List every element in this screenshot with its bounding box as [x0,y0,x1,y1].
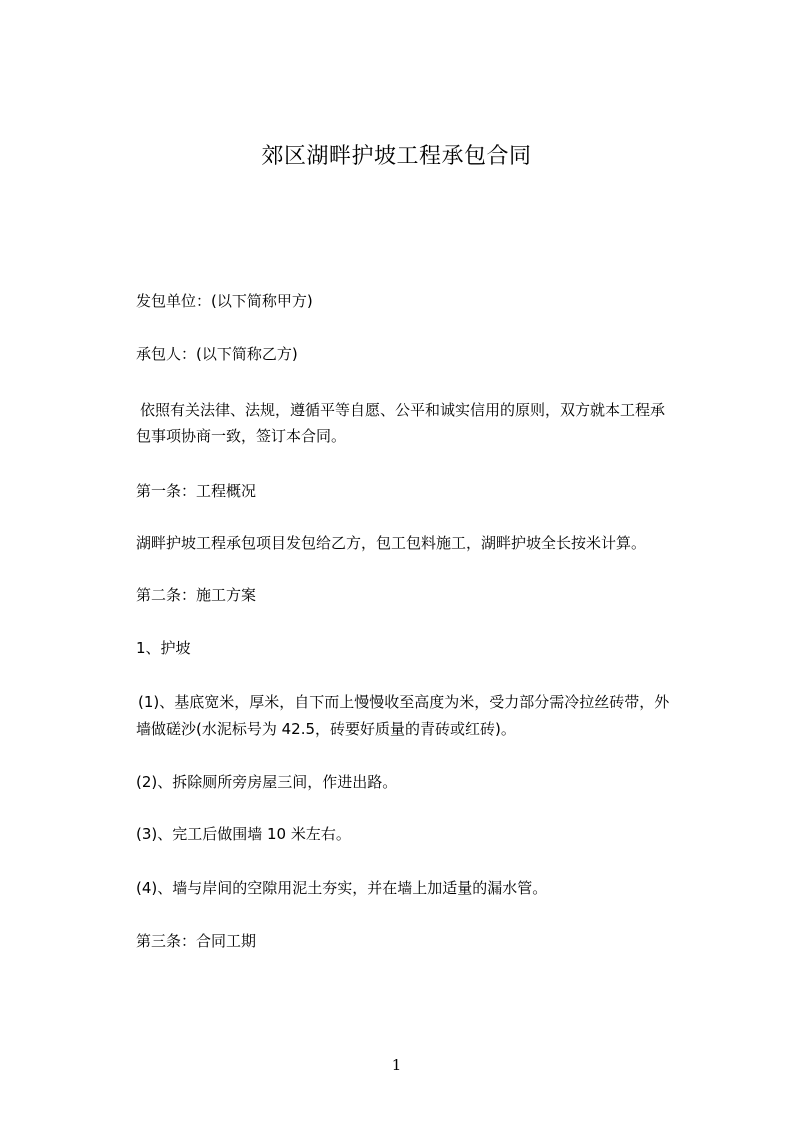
party-b-line: 承包人：(以下简称乙方) [136,345,298,363]
article-2-heading: 第二条：施工方案 [136,586,257,604]
document-title: 郊区湖畔护坡工程承包合同 [261,144,532,169]
page-number: 1 [391,1056,402,1074]
sub-item-4: (4)、墙与岸间的空隙用泥土夯实，并在墙上加适量的漏水管。 [136,879,548,897]
sub-item-3: (3)、完工后做围墙 10 米左右。 [136,825,351,843]
sub-item-1-line-1: (1)、基底宽米，厚米，自下而上慢慢收至高度为米，受力部分需冷拉丝砖带，外 [138,693,670,711]
sub-item-2: (2)、拆除厕所旁房屋三间，作进出路。 [136,773,398,791]
article-3-heading: 第三条：合同工期 [136,932,257,950]
article-1-body: 湖畔护坡工程承包项目发包给乙方，包工包料施工，湖畔护坡全长按米计算。 [136,534,647,552]
intro-line-1: 依照有关法律、法规，遵循平等自愿、公平和诚实信用的原则，双方就本工程承 [140,401,666,419]
intro-line-2: 包事项协商一致，签订本合同。 [136,427,347,445]
sub-item-1-line-2: 墙做磋沙(水泥标号为 42.5，砖要好质量的青砖或红砖)。 [136,720,516,738]
item-revetment: 1、护坡 [136,639,191,657]
article-1-heading: 第一条：工程概况 [136,482,257,500]
party-a-line: 发包单位：(以下简称甲方) [136,292,313,310]
